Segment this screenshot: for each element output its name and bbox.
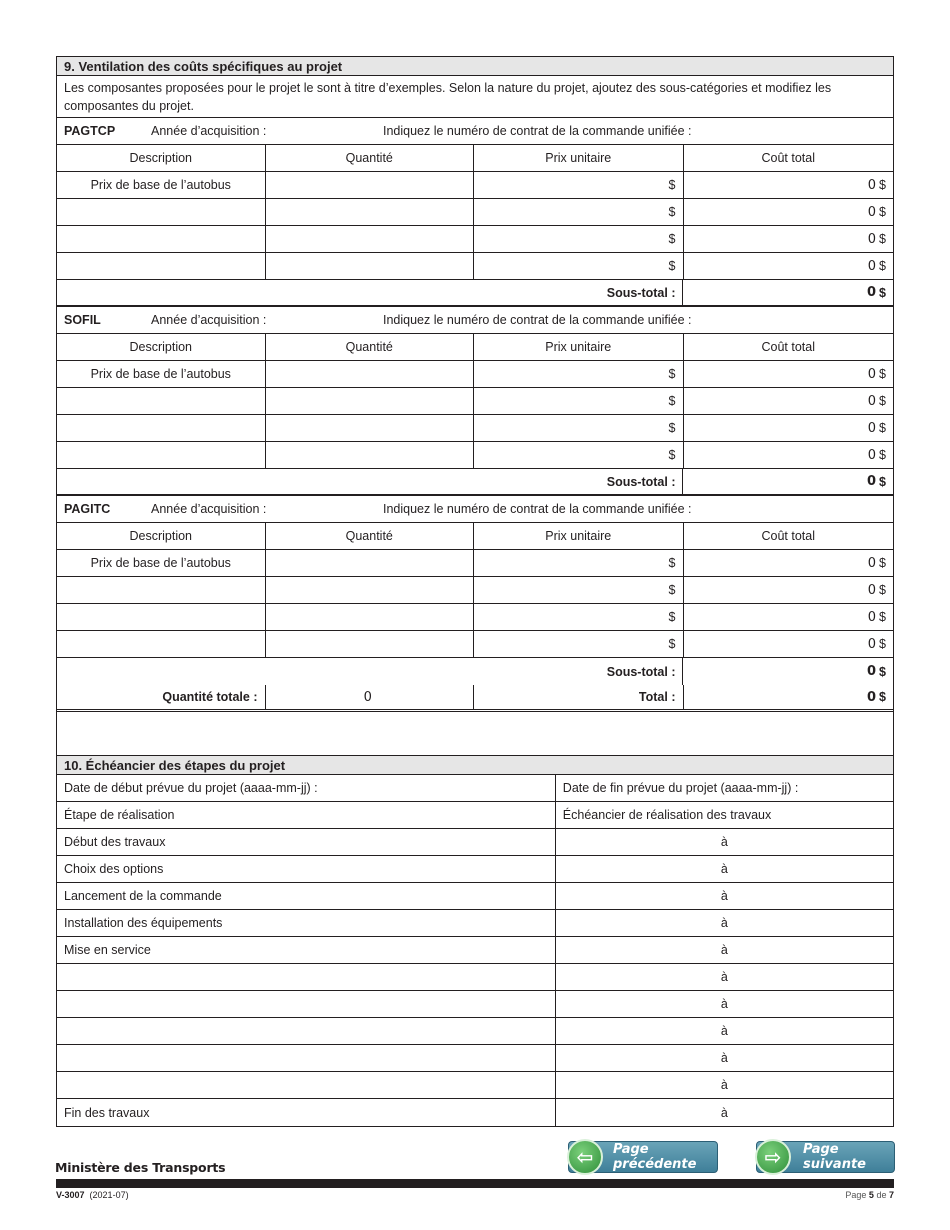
section10-title: 10. Échéancier des étapes du projet	[57, 756, 893, 775]
stage-row	[57, 1045, 893, 1072]
section9-intro: Les composantes proposées pour le projet le sont à titre d’exemples. Selon la nature du projet, ajoutez des sous-catégories et modifiez les composantes du projet.	[57, 76, 893, 118]
line-total-field[interactable]: 0 $	[867, 258, 886, 274]
unit-price-field[interactable]: $	[474, 388, 684, 414]
stage-schedule-field[interactable]: à	[720, 1024, 728, 1038]
stage-schedule-field[interactable]: à	[720, 1078, 728, 1092]
stage-schedule-field[interactable]: à	[720, 889, 728, 903]
description-field[interactable]	[57, 199, 266, 225]
description-field[interactable]	[57, 577, 266, 603]
unit-price-field[interactable]: $	[474, 199, 684, 225]
column-header: Quantité	[266, 523, 475, 549]
contract-number-field[interactable]: Indiquez le numéro de contrat de la commande unifiée :	[383, 124, 692, 138]
program-header	[57, 496, 893, 523]
project-dates-row	[57, 775, 893, 802]
quantity-field[interactable]	[266, 361, 475, 387]
total-field[interactable]: 0 $	[867, 689, 886, 705]
unit-price-field[interactable]: $	[474, 442, 684, 468]
line-total-field[interactable]: 0 $	[867, 555, 886, 571]
program-code: PAGITC	[64, 502, 111, 516]
total-label: Total :	[474, 685, 684, 709]
cost-line-row	[57, 199, 893, 226]
quantity-field[interactable]	[266, 199, 475, 225]
subtotal-field[interactable]: 0 $	[867, 285, 886, 300]
stage-row	[57, 910, 893, 937]
stage-schedule-field[interactable]: à	[720, 970, 728, 984]
subtotal-row	[57, 658, 893, 685]
cost-line-row	[57, 253, 893, 280]
program-code: SOFIL	[64, 313, 101, 327]
schedule-header: Échéancier de réalisation des travaux	[562, 808, 772, 822]
stage-schedule-field[interactable]: à	[720, 997, 728, 1011]
description-field[interactable]	[57, 253, 266, 279]
ministry-name: Ministère des Transports	[55, 1160, 226, 1175]
stage-row	[57, 1072, 893, 1099]
cost-columns-header	[57, 523, 893, 550]
unit-price-field[interactable]: $	[474, 604, 684, 630]
column-header: Coût total	[761, 340, 815, 354]
section9-title: 9. Ventilation des coûts spécifiques au projet	[57, 57, 893, 76]
stage-name-field[interactable]: Début des travaux	[57, 829, 556, 855]
start-date-field[interactable]: Date de début prévue du projet (aaaa-mm-jj) :	[57, 775, 556, 801]
contract-number-field[interactable]: Indiquez le numéro de contrat de la commande unifiée :	[383, 502, 692, 516]
line-total-field[interactable]: 0 $	[867, 204, 886, 220]
unit-price-field[interactable]: $	[474, 361, 684, 387]
stage-header: Étape de réalisation	[57, 802, 556, 828]
description-field[interactable]	[57, 442, 266, 468]
acquisition-year-field[interactable]: Année d’acquisition :	[151, 124, 267, 138]
line-total-field[interactable]: 0 $	[867, 366, 886, 382]
program-header	[57, 118, 893, 145]
description-field[interactable]	[57, 226, 266, 252]
page-number: Page 5 de 7	[845, 1190, 894, 1200]
cost-line-row	[57, 226, 893, 253]
line-total-field[interactable]: 0 $	[867, 393, 886, 409]
line-total-field[interactable]: 0 $	[867, 609, 886, 625]
quantity-field[interactable]	[266, 604, 475, 630]
cost-line-row	[57, 550, 893, 577]
column-header: Quantité	[266, 334, 475, 360]
program-header	[57, 307, 893, 334]
cost-line-row	[57, 415, 893, 442]
quantity-field[interactable]	[266, 442, 475, 468]
stage-row	[57, 856, 893, 883]
quantity-field[interactable]	[266, 415, 475, 441]
description-field[interactable]: Prix de base de l’autobus	[57, 172, 266, 198]
column-header: Coût total	[761, 529, 815, 543]
column-header: Description	[57, 334, 266, 360]
stage-schedule-field[interactable]: à	[720, 1051, 728, 1065]
stage-schedule-field[interactable]: à	[720, 943, 728, 957]
description-field[interactable]	[57, 604, 266, 630]
stage-name-field[interactable]	[57, 1045, 556, 1071]
contract-number-field[interactable]: Indiquez le numéro de contrat de la commande unifiée :	[383, 313, 692, 327]
total-quantity-field[interactable]: 0	[266, 685, 475, 709]
form-code: V-3007 (2021-07)	[56, 1190, 129, 1200]
line-total-field[interactable]: 0 $	[867, 177, 886, 193]
unit-price-field[interactable]: $	[474, 415, 684, 441]
quantity-field[interactable]	[266, 631, 475, 657]
cost-line-row	[57, 442, 893, 469]
section-spacer	[57, 712, 893, 756]
column-header: Coût total	[761, 151, 815, 165]
subtotal-label: Sous-total :	[57, 280, 683, 305]
stages-header-row	[57, 802, 893, 829]
column-header: Prix unitaire	[474, 334, 684, 360]
stage-name-field[interactable]: Installation des équipements	[57, 910, 556, 936]
arrow-left-icon: ⇦	[567, 1139, 603, 1175]
quantity-field[interactable]	[266, 253, 475, 279]
stage-name-field[interactable]	[57, 1018, 556, 1044]
stage-row	[57, 964, 893, 991]
footer-bar	[56, 1179, 894, 1188]
unit-price-field[interactable]: $	[474, 172, 684, 198]
stage-name-field[interactable]	[57, 991, 556, 1017]
stage-name-field[interactable]: Mise en service	[57, 937, 556, 963]
unit-price-field[interactable]: $	[474, 226, 684, 252]
acquisition-year-field[interactable]: Année d’acquisition :	[151, 502, 267, 516]
stage-row	[57, 1018, 893, 1045]
stage-name-field[interactable]: Fin des travaux	[57, 1099, 556, 1126]
stage-row	[57, 883, 893, 910]
stage-schedule-field[interactable]: à	[720, 916, 728, 930]
description-field[interactable]	[57, 388, 266, 414]
cost-line-row	[57, 631, 893, 658]
subtotal-label: Sous-total :	[57, 658, 683, 685]
cost-columns-header	[57, 334, 893, 361]
stages-list	[57, 829, 893, 1126]
arrow-right-icon: ⇨	[755, 1139, 791, 1175]
stage-schedule-field[interactable]: à	[720, 862, 728, 876]
line-total-field[interactable]: 0 $	[867, 582, 886, 598]
column-header: Prix unitaire	[474, 145, 684, 171]
subtotal-label: Sous-total :	[57, 469, 683, 494]
cost-line-row	[57, 361, 893, 388]
unit-price-field[interactable]: $	[474, 577, 684, 603]
acquisition-year-field[interactable]: Année d’acquisition :	[151, 313, 267, 327]
subtotal-row	[57, 469, 893, 496]
cost-line-row	[57, 604, 893, 631]
quantity-field[interactable]	[266, 172, 475, 198]
stage-row	[57, 937, 893, 964]
column-header: Description	[57, 145, 266, 171]
cost-line-row	[57, 172, 893, 199]
stage-row	[57, 991, 893, 1018]
unit-price-field[interactable]: $	[474, 550, 684, 576]
stage-name-field[interactable]: Lancement de la commande	[57, 883, 556, 909]
quantity-field[interactable]	[266, 550, 475, 576]
stage-row	[57, 829, 893, 856]
quantity-field[interactable]	[266, 388, 475, 414]
line-total-field[interactable]: 0 $	[867, 231, 886, 247]
description-field[interactable]	[57, 415, 266, 441]
program-blocks	[57, 118, 893, 685]
total-quantity-label: Quantité totale :	[57, 685, 266, 709]
program-code: PAGTCP	[64, 124, 116, 138]
column-header: Quantité	[266, 145, 475, 171]
description-field[interactable]	[57, 631, 266, 657]
cost-columns-header	[57, 145, 893, 172]
end-date-field[interactable]: Date de fin prévue du projet (aaaa-mm-jj) :	[562, 781, 799, 795]
total-row	[57, 685, 893, 712]
description-field[interactable]: Prix de base de l’autobus	[57, 361, 266, 387]
stage-name-field[interactable]	[57, 1072, 556, 1098]
next-page-button[interactable]: ⇨ Page suivante	[756, 1141, 895, 1173]
stage-name-field[interactable]	[57, 964, 556, 990]
quantity-field[interactable]	[266, 577, 475, 603]
line-total-field[interactable]: 0 $	[867, 447, 886, 463]
line-total-field[interactable]: 0 $	[867, 420, 886, 436]
cost-form	[56, 56, 894, 1127]
quantity-field[interactable]	[266, 226, 475, 252]
unit-price-field[interactable]: $	[474, 631, 684, 657]
subtotal-row	[57, 280, 893, 307]
line-total-field[interactable]: 0 $	[867, 636, 886, 652]
previous-page-button[interactable]: ⇦ Page précédente	[568, 1141, 718, 1173]
stage-schedule-field[interactable]: à	[720, 835, 728, 849]
cost-line-row	[57, 388, 893, 415]
stage-row	[57, 1099, 893, 1126]
column-header: Prix unitaire	[474, 523, 684, 549]
unit-price-field[interactable]: $	[474, 253, 684, 279]
subtotal-field[interactable]: 0 $	[867, 474, 886, 489]
cost-line-row	[57, 577, 893, 604]
subtotal-field[interactable]: 0 $	[867, 664, 886, 679]
column-header: Description	[57, 523, 266, 549]
stage-name-field[interactable]: Choix des options	[57, 856, 556, 882]
description-field[interactable]: Prix de base de l’autobus	[57, 550, 266, 576]
stage-schedule-field[interactable]: à	[720, 1105, 728, 1120]
